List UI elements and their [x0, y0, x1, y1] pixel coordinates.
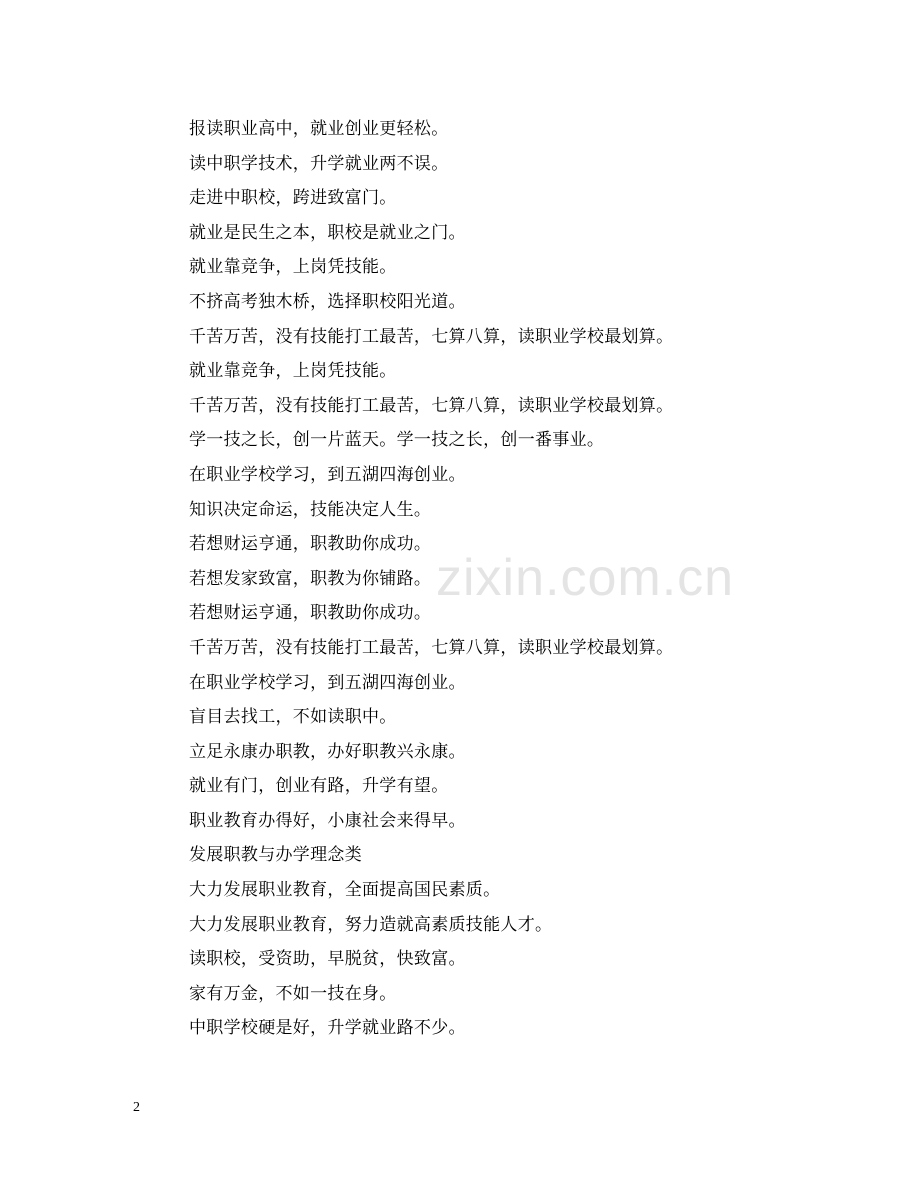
slogan-line: 职业教育办得好，小康社会来得早。 [189, 810, 466, 831]
slogan-line: 走进中职校，跨进致富门。 [189, 188, 397, 209]
slogan-line: 在职业学校学习，到五湖四海创业。 [189, 672, 466, 693]
slogan-line: 若想发家致富，职教为你铺路。 [189, 568, 432, 589]
slogan-line: 读中职学技术，升学就业两不误。 [189, 153, 449, 174]
slogan-line: 千苦万苦，没有技能打工最苦，七算八算，读职业学校最划算。 [189, 395, 674, 416]
slogan-line: 若想财运亨通，职教助你成功。 [189, 534, 432, 555]
slogan-line: 就业有门，创业有路，升学有望。 [189, 776, 449, 797]
watermark: zixin.com.cn [436, 549, 735, 607]
slogan-line: 报读职业高中，就业创业更轻松。 [189, 119, 449, 139]
slogan-line: 在职业学校学习，到五湖四海创业。 [189, 464, 466, 485]
slogan-line: 千苦万苦，没有技能打工最苦，七算八算，读职业学校最划算。 [189, 637, 674, 658]
slogan-line: 就业靠竞争，上岗凭技能。 [189, 257, 397, 278]
slogan-line: 千苦万苦，没有技能打工最苦，七算八算，读职业学校最划算。 [189, 326, 674, 347]
slogan-line: 不挤高考独木桥，选择职校阳光道。 [189, 291, 466, 312]
slogan-line: 就业是民生之本，职校是就业之门。 [189, 222, 466, 243]
slogan-line: 盲目去找工，不如读职中。 [189, 707, 397, 728]
slogan-line: 就业靠竞争，上岗凭技能。 [189, 361, 397, 382]
page-number: 2 [133, 1100, 140, 1115]
slogan-line: 读职校，受资助，早脱贫，快致富。 [189, 949, 466, 970]
slogan-list [189, 112, 829, 1046]
slogan-line: 立足永康办职教，办好职教兴永康。 [189, 741, 466, 762]
section-heading: 发展职教与办学理念类 [189, 845, 362, 866]
slogan-line: 大力发展职业教育，全面提高国民素质。 [189, 880, 501, 901]
slogan-line: 知识决定命运，技能决定人生。 [189, 499, 432, 520]
slogan-line: 若想财运亨通，职教助你成功。 [189, 603, 432, 624]
slogan-line: 大力发展职业教育，努力造就高素质技能人才。 [189, 914, 553, 935]
slogan-line: 学一技之长，创一片蓝天。学一技之长，创一番事业。 [189, 430, 605, 451]
slogan-line: 家有万金，不如一技在身。 [189, 983, 397, 1004]
slogan-line: 中职学校硬是好，升学就业路不少。 [189, 1018, 466, 1039]
